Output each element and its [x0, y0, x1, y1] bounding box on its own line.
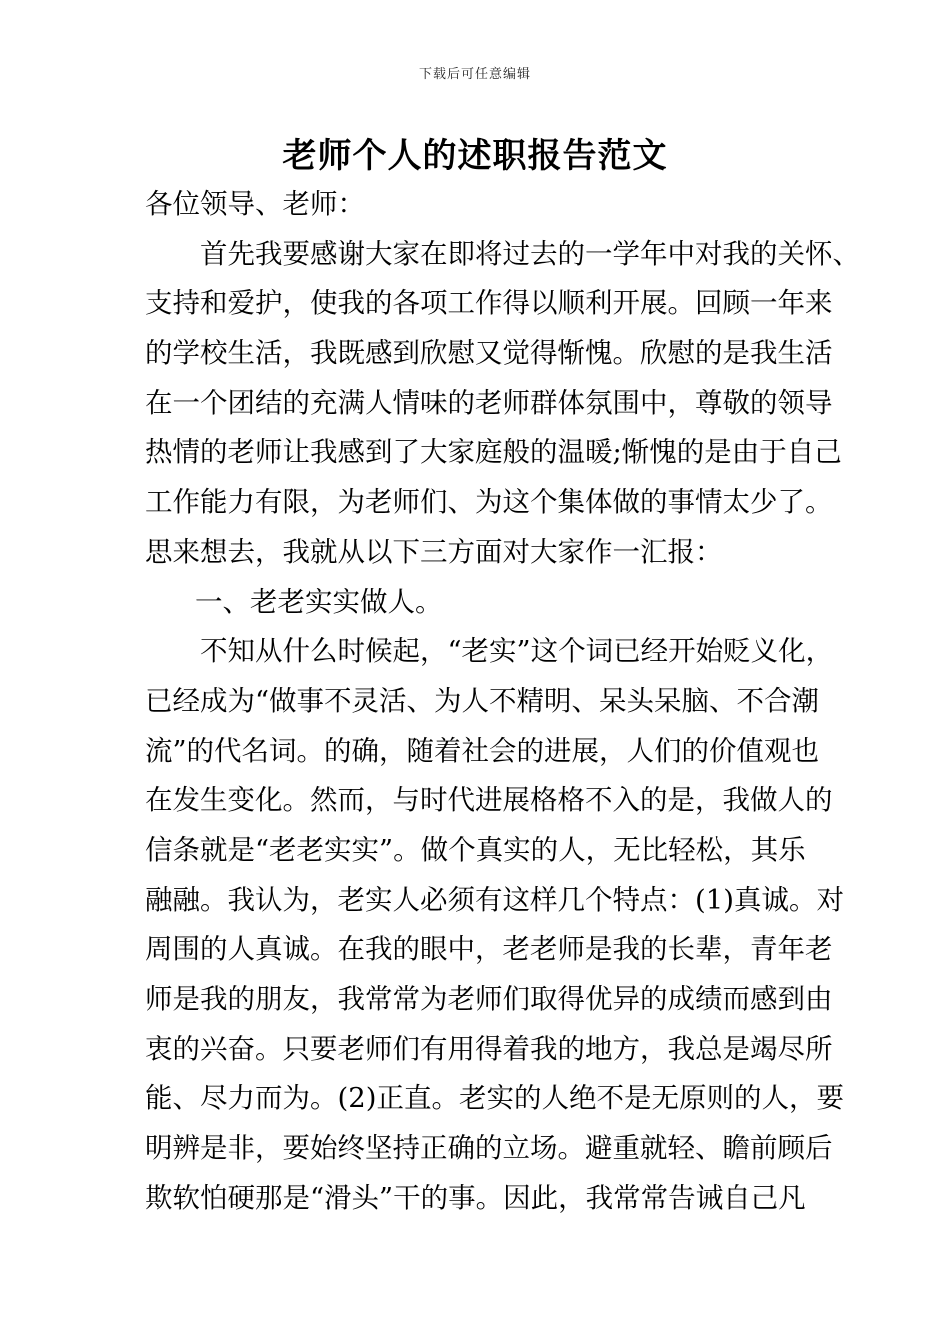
- paragraph-line: 在一个团结的充满人情味的老师群体氛围中，尊敬的领导: [145, 386, 833, 419]
- paragraph-line: 热情的老师让我感到了大家庭般的温暖;惭愧的是由于自己: [145, 436, 842, 469]
- paragraph-line: 师是我的朋友，我常常为老师们取得优异的成绩而感到由: [145, 983, 833, 1015]
- header-note: 下载后可任意编辑: [418, 67, 531, 82]
- paragraph-line: 的学校生活，我既感到欣慰又觉得惭愧。欣慰的是我生活: [145, 337, 833, 370]
- paragraph-line: 首先我要感谢大家在即将过去的一学年中对我的关怀、: [200, 237, 860, 270]
- paragraph-line: 工作能力有限，为老师们、为这个集体做的事情太少了。: [145, 486, 833, 519]
- document-title: 老师个人的述职报告范文: [282, 136, 668, 176]
- paragraph-line: 欺软怕硬那是“滑头”干的事。因此，我常常告诫自己凡: [145, 1181, 806, 1214]
- paragraph-line: 信条就是“老老实实”。做个真实的人，无比轻松，其乐: [145, 833, 806, 866]
- section-heading: 一、老老实实做人。: [195, 585, 443, 618]
- paragraph-line: 融融。我认为，老实人必须有这样几个特点：(1)真诚。对: [145, 883, 844, 916]
- paragraph-line: 衷的兴奋。只要老师们有用得着我的地方，我总是竭尽所: [145, 1032, 833, 1065]
- paragraph-line: 在发生变化。然而，与时代进展格格不入的是，我做人的: [145, 784, 833, 817]
- paragraph-line: 流”的代名词。的确，随着社会的进展，人们的价值观也: [145, 734, 820, 767]
- paragraph-line: 不知从什么时候起，“老实”这个词已经开始贬义化，: [200, 635, 834, 668]
- paragraph-line: 支持和爱护，使我的各项工作得以顺利开展。回顾一年来: [145, 287, 833, 320]
- paragraph-line: 思来想去，我就从以下三方面对大家作一汇报：: [145, 535, 723, 568]
- paragraph-line: 明辨是非，要始终坚持正确的立场。避重就轻、瞻前顾后: [145, 1132, 833, 1165]
- paragraph-line: 能、尽力而为。(2)正直。老实的人绝不是无原则的人，要: [145, 1082, 844, 1115]
- document-body: [145, 180, 860, 1223]
- paragraph-line: 周围的人真诚。在我的眼中，老老师是我的长辈，青年老: [145, 933, 833, 966]
- salutation-line: 各位领导、老师：: [145, 188, 365, 220]
- paragraph-line: 已经成为“做事不灵活、为人不精明、呆头呆脑、不合潮: [145, 684, 820, 717]
